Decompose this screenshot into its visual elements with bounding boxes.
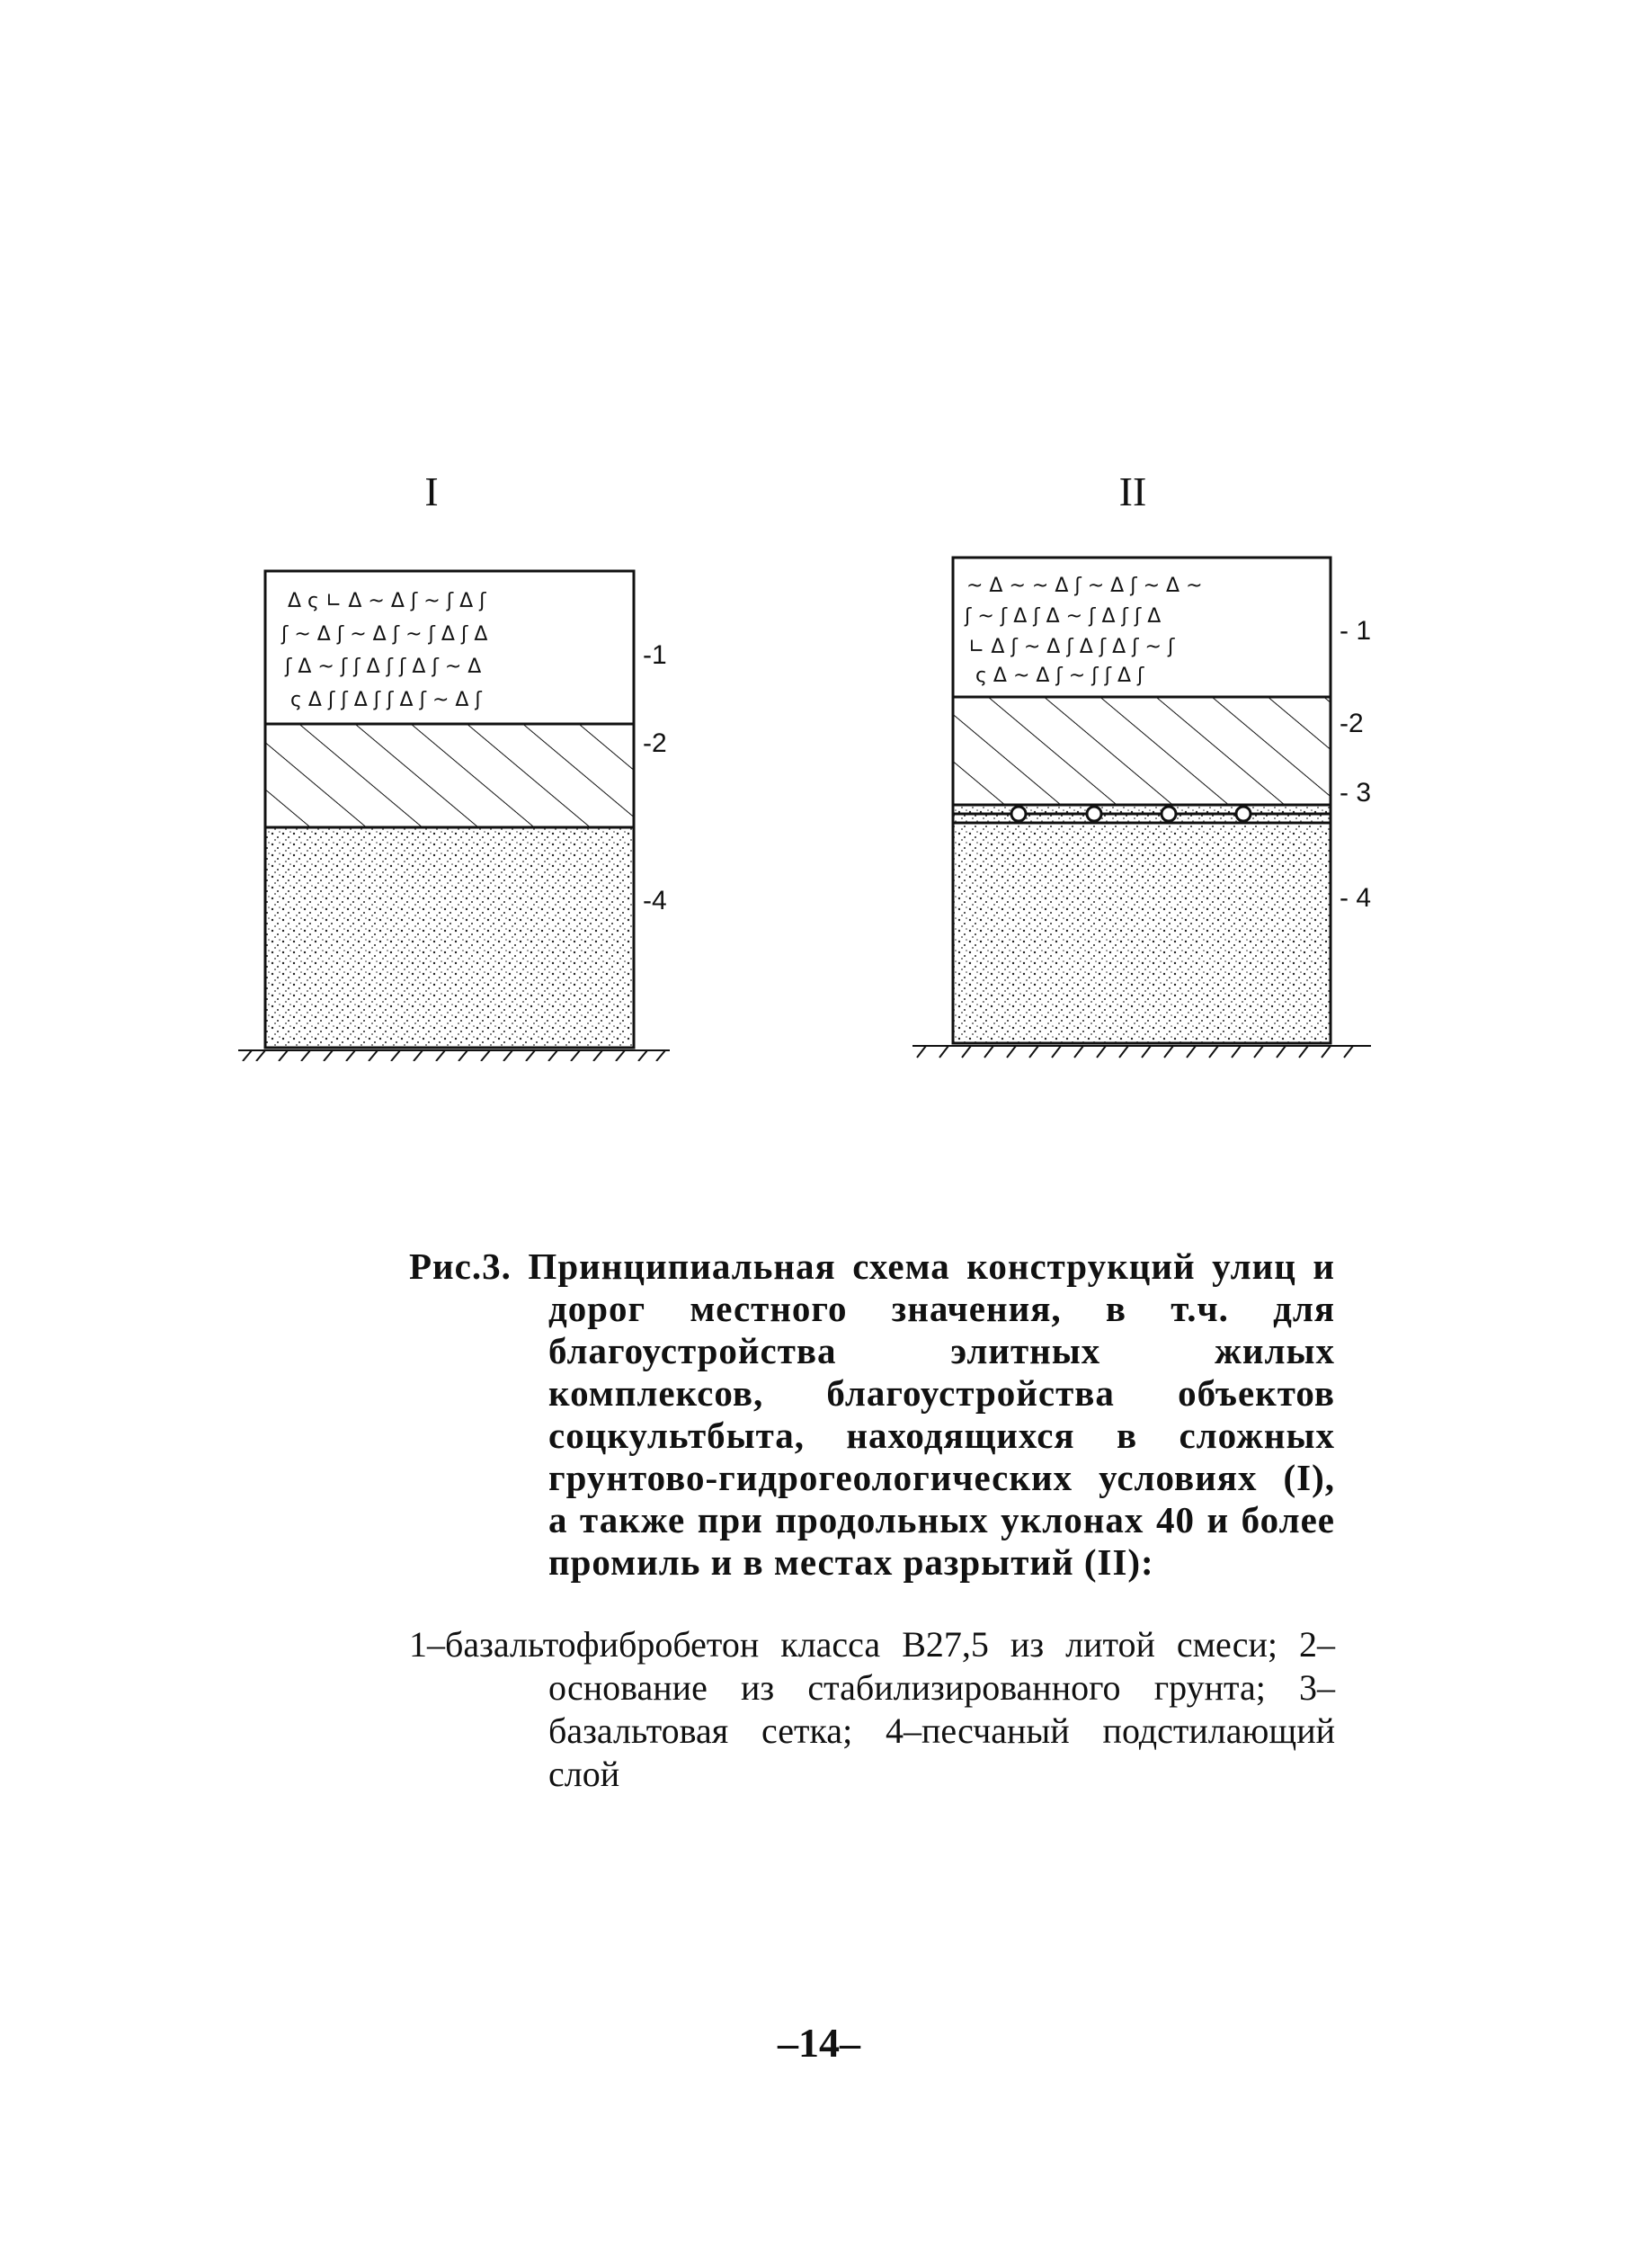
diagram-1-layer-1-number: -1 — [643, 640, 667, 670]
caption-line-1-text: Принципиальная схема конструкций улиц и — [528, 1246, 1335, 1287]
diagram-2-layer-4 — [953, 823, 1331, 1043]
figure-legend — [409, 1623, 1335, 1796]
legend-line-3: базальтовая сетка; 4–песчаный подстилающий — [548, 1710, 1335, 1751]
svg-text:ʃ ~ ʃ Δ ʃ Δ ~ ʃ Δ ʃ ʃ Δ: ʃ ~ ʃ Δ ʃ Δ ~ ʃ Δ ʃ ʃ Δ — [965, 605, 1162, 628]
legend-line-2: основание из стабилизированного грунта; 3– — [548, 1667, 1335, 1708]
diagram-1-layer-2-number: -2 — [643, 728, 667, 758]
diagram-1-layer-4 — [265, 827, 634, 1048]
diagram-2-layer-1-number: - 1 — [1340, 616, 1372, 646]
diagram-section-2 — [904, 468, 1407, 1061]
diagram-section-1 — [238, 468, 706, 1061]
caption-line-3: благоустройства элитных жилых — [548, 1330, 1335, 1371]
diagram-1-layer-1 — [265, 571, 634, 724]
diagram-2-ground-icon — [912, 1046, 1371, 1058]
legend-line-4: слой — [548, 1754, 620, 1794]
diagram-1-layer-4-number: -4 — [643, 886, 667, 915]
caption-line-7: а также при продольных уклонах 40 и более — [548, 1499, 1335, 1540]
caption-line-8: промиль и в местах разрытий (II): — [548, 1541, 1154, 1583]
page-number: –14– — [778, 2020, 860, 2066]
legend-line-1: 1–базальтофибробетон класса В27,5 из литой смеси; 2– — [409, 1624, 1335, 1665]
svg-text:ς Δ ~ Δ ʃ ~ ʃ ʃ Δ ʃ: ς Δ ~ Δ ʃ ~ ʃ ʃ Δ ʃ — [975, 665, 1144, 687]
diagram-1-ground-icon — [238, 1050, 670, 1061]
diagram-1-layer-2 — [265, 724, 634, 827]
diagram-2-layer-2 — [953, 697, 1331, 805]
diagram-2-layer-4-number: - 4 — [1340, 883, 1372, 913]
diagram-1-label: I — [424, 469, 439, 514]
svg-text:~ Δ ~ ~ Δ ʃ ~ Δ ʃ ~ Δ ~: ~ Δ ~ ~ Δ ʃ ~ Δ ʃ ~ Δ ~ — [966, 575, 1203, 597]
caption-line-6: грунтово-гидрогеологических условиях (I), — [548, 1457, 1335, 1498]
svg-text:Δ ς ∟ Δ ~ Δ ʃ ~ ʃ Δ ʃ: Δ ς ∟ Δ ~ Δ ʃ ~ ʃ Δ ʃ — [288, 590, 486, 612]
svg-text:ʃ ~ Δ ʃ ~ Δ ʃ ~ ʃ Δ ʃ Δ: ʃ ~ Δ ʃ ~ Δ ʃ ~ ʃ Δ ʃ Δ — [281, 623, 488, 646]
svg-text:∟ Δ ʃ ~ Δ ʃ Δ ʃ Δ ʃ ~ ʃ: ∟ Δ ʃ ~ Δ ʃ Δ ʃ Δ ʃ ~ ʃ — [968, 636, 1175, 658]
figure-caption — [409, 1246, 1335, 1584]
diagram-1-figure — [238, 486, 706, 1061]
caption-lead: Рис.3. — [409, 1246, 512, 1287]
svg-text:ʃ Δ ~ ʃ ʃ Δ ʃ ʃ Δ ʃ ~ Δ: ʃ Δ ~ ʃ ʃ Δ ʃ ʃ Δ ʃ ~ Δ — [285, 656, 482, 678]
diagram-2-layer-2-number: -2 — [1340, 709, 1364, 738]
caption-line-5: соцкультбыта, находящихся в сложных — [548, 1415, 1335, 1456]
diagram-2-layer-3-number: - 3 — [1340, 778, 1372, 808]
diagram-2-layer-1 — [953, 558, 1331, 697]
caption-line-2: дорог местного значения, в т.ч. для — [548, 1288, 1335, 1329]
diagram-2-figure — [904, 486, 1407, 1061]
svg-text:ς Δ ʃ ʃ Δ ʃ ʃ Δ ʃ ~ Δ ʃ: ς Δ ʃ ʃ Δ ʃ ʃ Δ ʃ ~ Δ ʃ — [290, 689, 482, 711]
caption-line-4: комплексов, благоустройства объектов — [548, 1372, 1335, 1414]
diagram-2-layer-3 — [953, 805, 1331, 823]
caption-line-1 — [409, 1246, 1335, 1288]
diagram-2-label: II — [1118, 469, 1147, 514]
